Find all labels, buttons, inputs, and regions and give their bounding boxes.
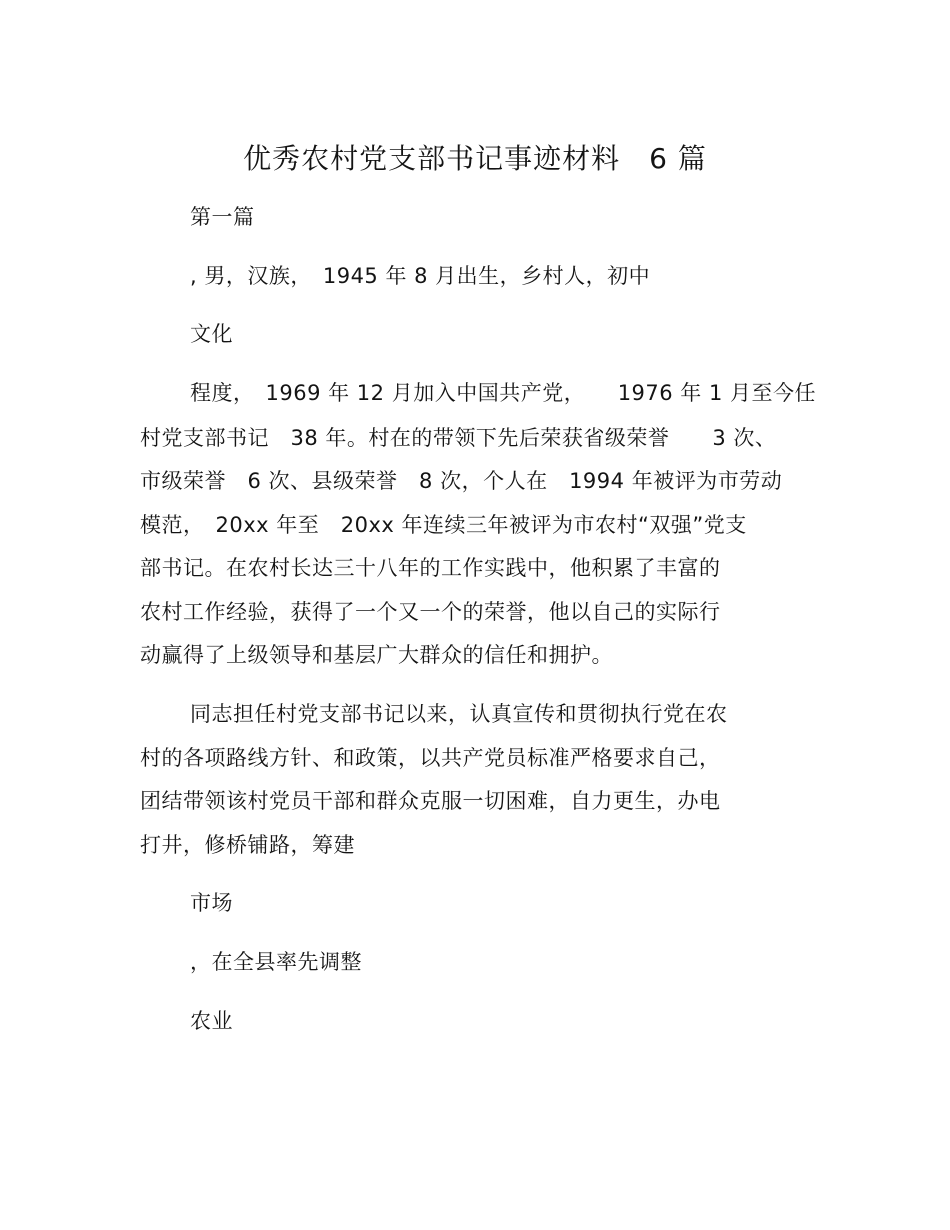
paragraph-line: 部书记。在农村长达三十八年的工作实践中，他积累了丰富的 — [140, 556, 721, 580]
paragraph-line: 程度， 1969 年 12 月加入中国共产党， 1976 年 1 月至今任 — [190, 381, 817, 405]
paragraph-line: 市级荣誉 6 次、县级荣誉 8 次，个人在 1994 年被评为市劳动 — [140, 469, 783, 493]
paragraph-line: , 男，汉族， 1945 年 8 月出生，乡村人，初中 — [190, 264, 651, 288]
paragraph-line: 文化 — [190, 322, 233, 346]
paragraph-line: 村的各项路线方针、和政策，以共产党员标准严格要求自己， — [140, 746, 721, 770]
paragraph-line: 团结带领该村党员干部和群众克服一切困难，自力更生，办电 — [140, 789, 721, 813]
paragraph-line: 市场 — [190, 891, 233, 915]
paragraph-line: 打井，修桥铺路，筹建 — [140, 833, 355, 857]
section-heading: 第一篇 — [190, 205, 255, 229]
paragraph-line: 农业 — [190, 1009, 233, 1033]
paragraph-line: 模范， 20xx 年至 20xx 年连续三年被评为市农村“双强”党支 — [140, 513, 747, 537]
paragraph-line: 农村工作经验，获得了一个又一个的荣誉，他以自己的实际行 — [140, 600, 721, 624]
paragraph-line: 同志担任村党支部书记以来，认真宣传和贯彻执行党在农 — [190, 702, 728, 726]
document-title: 优秀农村党支部书记事迹材料 6 篇 — [243, 142, 707, 175]
paragraph-line: 村党支部书记 38 年。村在的带领下先后荣获省级荣誉 3 次、 — [140, 426, 777, 450]
paragraph-line: ，在全县率先调整 — [190, 950, 362, 974]
paragraph-line: 动赢得了上级领导和基层广大群众的信任和拥护。 — [140, 643, 613, 667]
